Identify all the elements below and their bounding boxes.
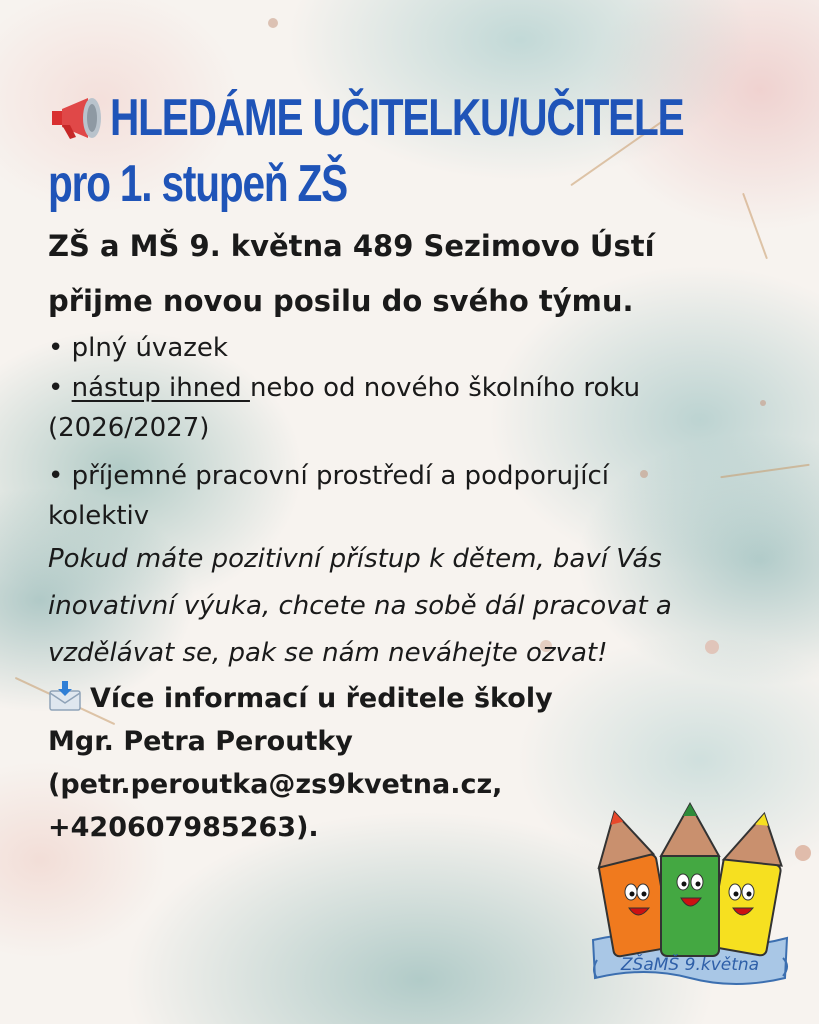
intro-line-2: přijme novou posilu do svého týmu.	[48, 284, 634, 318]
appeal-line-3: vzdělávat se, pak se nám neváhejte ozvat!	[48, 638, 608, 668]
contact-heading-text: Více informací u ředitele školy	[90, 683, 553, 714]
bullet-environment-cont: kolektiv	[48, 501, 150, 531]
bullet-start-date-cont: (2026/2027)	[48, 413, 210, 443]
envelope-download-icon	[48, 681, 82, 711]
start-date-rest: nebo od nového školního roku	[249, 373, 641, 403]
appeal-line-1: Pokud máte pozitivní přístup k dětem, baví Vás	[48, 544, 662, 574]
bullet-start-date	[48, 368, 788, 408]
bullet-environment: • příjemné pracovní prostředí a podporující	[48, 461, 610, 491]
school-logo	[585, 800, 795, 990]
benefits-list	[48, 328, 788, 536]
poster-content	[48, 86, 788, 849]
director-phone[interactable]: +420607985263).	[48, 812, 319, 843]
director-name: Mgr. Petra Peroutky	[48, 726, 353, 757]
headline-line-1: HLEDÁME UČITELKU/UČITELE	[110, 89, 684, 147]
appeal-line-2: inovativní výuka, chcete na sobě dál pracovat a	[48, 591, 672, 621]
bullet-full-time: • plný úvazek	[48, 333, 228, 363]
intro-line-1: ZŠ a MŠ 9. května 489 Sezimovo Ústí	[48, 229, 655, 263]
headline-row	[48, 86, 788, 150]
headline-line-2: pro 1. stupeň ZŠ	[48, 155, 348, 213]
appeal-paragraph	[48, 536, 788, 677]
logo-banner-text: ZŠaMŠ 9.května	[620, 955, 760, 975]
megaphone-icon	[48, 95, 104, 141]
director-email[interactable]: (petr.peroutka@zs9kvetna.cz,	[48, 769, 503, 800]
bullet-prefix: •	[48, 373, 72, 403]
start-immediately-underlined: nástup ihned	[71, 373, 250, 403]
contact-heading	[48, 677, 788, 720]
